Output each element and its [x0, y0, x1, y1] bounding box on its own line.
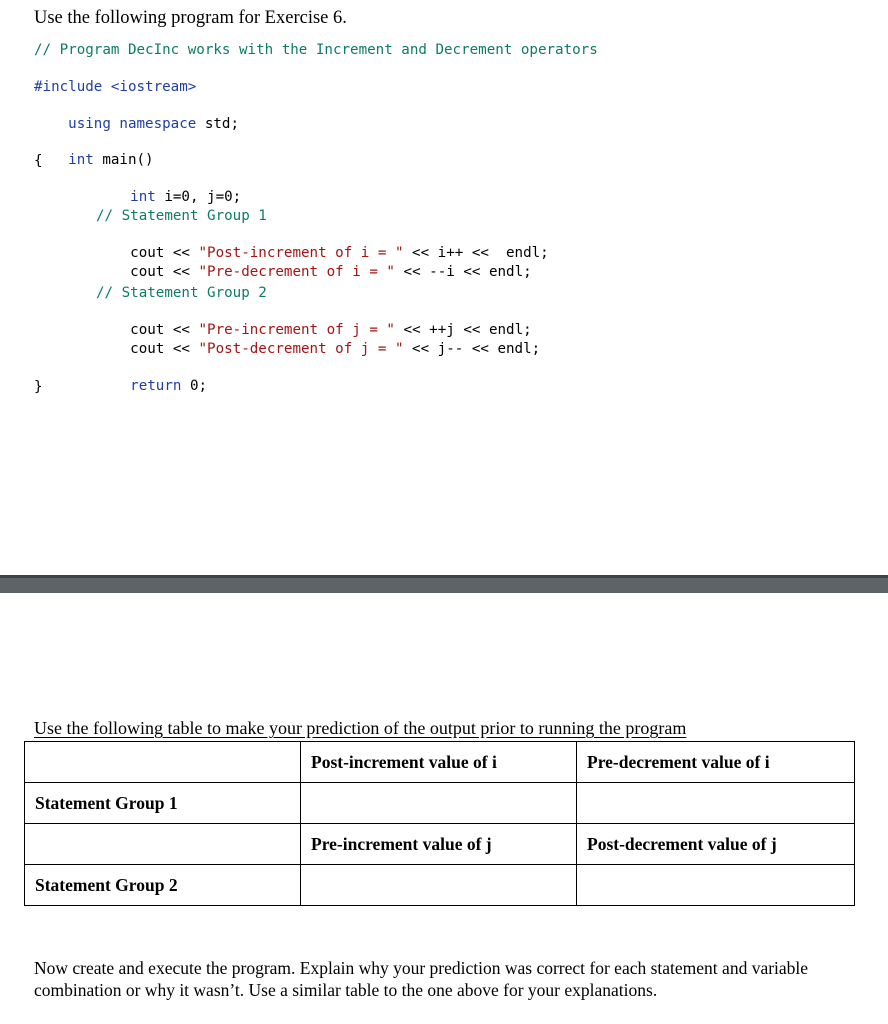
answer-cell[interactable] — [577, 865, 855, 906]
code-int-keyword: int — [68, 152, 94, 168]
table-header-cell: Post-decrement value of j — [577, 824, 855, 865]
code-include: #include <iostream> — [34, 79, 197, 95]
table-header-cell: Post-increment value of i — [301, 742, 577, 783]
table-header-cell: Pre-decrement value of i — [577, 742, 855, 783]
code-decl-keyword: int — [130, 189, 156, 205]
code-return — [96, 359, 207, 413]
code-using-rest: std; — [196, 116, 240, 132]
table-row-group2 — [25, 865, 855, 906]
code-cout: cout << — [130, 322, 199, 338]
code-string: "Pre-increment of j = " — [198, 322, 395, 338]
code-cout: cout << — [130, 245, 199, 261]
table-header-row-i — [25, 742, 855, 783]
code-expr: << j-- << endl; — [403, 341, 541, 357]
code-expr: << --i << endl; — [394, 264, 532, 280]
code-close-brace: } — [34, 379, 43, 395]
code-return-rest: 0; — [181, 378, 208, 394]
code-expr: << ++j << endl; — [394, 322, 532, 338]
row-label: Statement Group 1 — [25, 783, 301, 824]
code-comment-header: // Program DecInc works with the Increment and Decrement operators — [34, 42, 598, 58]
code-group2-comment: // Statement Group 2 — [96, 285, 267, 301]
prediction-table — [24, 741, 855, 906]
code-main-rest: main() — [93, 152, 154, 168]
code-group1-comment: // Statement Group 1 — [96, 208, 267, 224]
code-cout: cout << — [130, 341, 199, 357]
table-title: Use the following table to make your prediction of the output prior to running the program — [34, 718, 687, 738]
table-header-cell: Pre-increment value of j — [301, 824, 577, 865]
code-cout: cout << — [130, 264, 199, 280]
intro-text: Use the following program for Exercise 6. — [34, 8, 347, 28]
code-string: "Post-decrement of j = " — [198, 341, 404, 357]
code-open-brace: { — [34, 153, 43, 169]
page-divider — [0, 575, 888, 593]
code-string: "Pre-decrement of i = " — [198, 264, 395, 280]
code-decl-rest: i=0, j=0; — [155, 189, 242, 205]
code-using-keyword: using namespace — [68, 116, 197, 132]
code-string: "Post-increment of i = " — [198, 245, 404, 261]
code-expr: << i++ << endl; — [403, 245, 549, 261]
table-header-row-j — [25, 824, 855, 865]
answer-cell[interactable] — [577, 783, 855, 824]
instructions-text: Now create and execute the program. Explain why your prediction was correct for each statement and variable combination or why it wasn’t. Use a similar table to the one above for your explanations. — [34, 958, 809, 1000]
answer-cell[interactable] — [301, 865, 577, 906]
table-cell — [25, 824, 301, 865]
row-label: Statement Group 2 — [25, 865, 301, 906]
code-return-keyword: return — [130, 378, 182, 394]
answer-cell[interactable] — [301, 783, 577, 824]
table-cell — [25, 742, 301, 783]
table-row-group1 — [25, 783, 855, 824]
